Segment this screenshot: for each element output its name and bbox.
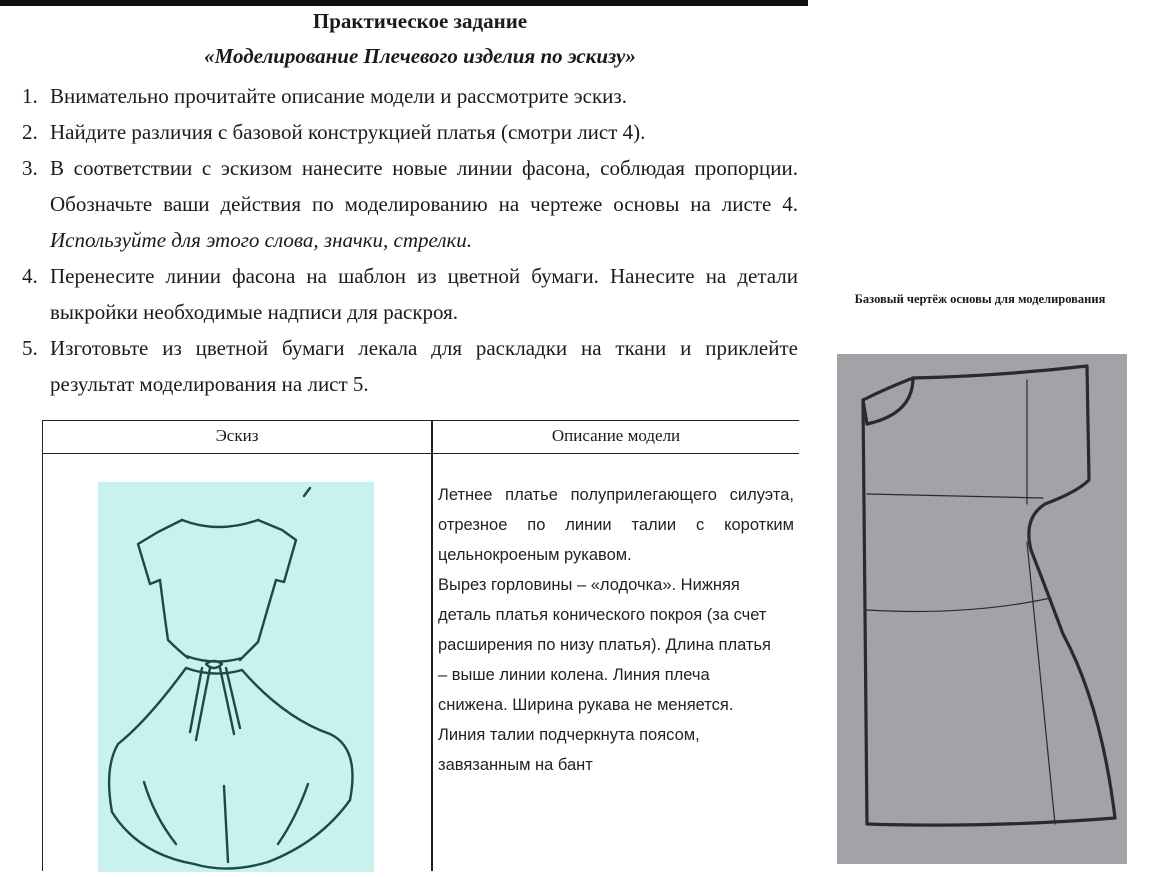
description-line: цельнокроеным рукавом. — [438, 546, 632, 564]
base-drawing-pattern — [837, 354, 1127, 864]
step-text: Найдите различия с базовой конструкцией платья (смотри лист 4). — [50, 120, 646, 144]
page-title: Практическое задание — [312, 9, 528, 33]
description-line: Вырез горловины – «лодочка». Нижняя — [438, 576, 740, 594]
column-divider — [431, 421, 433, 871]
step-number: 5. — [22, 336, 38, 360]
description-line: завязанным на бант — [438, 756, 593, 774]
step-number: 3. — [22, 156, 38, 180]
description-line: расширения по низу платья). Длина платья — [438, 636, 771, 654]
step-item — [22, 78, 798, 114]
base-drawing — [837, 354, 1127, 864]
description-line: деталь платья конического покроя (за счет — [438, 606, 767, 624]
dress-sketch — [98, 482, 374, 872]
step-item — [22, 258, 798, 330]
step-text: Изготовьте из цветной бумаги лекала для раскладки на ткани и приклейте — [50, 336, 798, 360]
step-text: Внимательно прочитайте описание модели и рассмотрите эскиз. — [50, 84, 627, 108]
model-description — [438, 480, 794, 780]
description-line: Летнее платье полуприлегающего силуэта, — [438, 486, 794, 504]
description-line: Линия талии подчеркнута поясом, — [438, 726, 700, 744]
step-text: Обозначьте ваши действия по моделированию на чертеже основы на листе 4. — [50, 192, 798, 216]
table-header — [43, 421, 799, 454]
description-line: отрезное по линии талии с коротким — [438, 516, 794, 534]
step-number: 2. — [22, 120, 38, 144]
step-number: 1. — [22, 84, 38, 108]
description-column-header: Описание модели — [551, 426, 681, 445]
step-text: выкройки необходимые надписи для раскроя. — [50, 300, 459, 324]
description-line: – выше линии колена. Линия плеча — [438, 666, 710, 684]
base-drawing-title: Базовый чертёж основы для моделирования — [854, 292, 1106, 306]
step-text: Используйте для этого слова, значки, стрелки. — [50, 228, 473, 252]
step-text: В соответствии с эскизом нанесите новые линии фасона, соблюдая пропорции. — [50, 156, 798, 180]
sketch-column-header: Эскиз — [215, 426, 259, 445]
step-text: Перенесите линии фасона на шаблон из цветной бумаги. Нанесите на детали — [50, 264, 798, 288]
page-subtitle: «Моделирование Плечевого изделия по эскизу» — [204, 44, 636, 68]
step-item — [22, 114, 798, 150]
step-number: 4. — [22, 264, 38, 288]
dress-sketch-drawing — [98, 482, 374, 872]
task-steps — [22, 78, 798, 402]
step-item — [22, 330, 798, 402]
step-item — [22, 150, 798, 258]
description-line: снижена. Ширина рукава не меняется. — [438, 696, 734, 714]
top-border — [0, 0, 808, 6]
step-text: результат моделирования на лист 5. — [50, 372, 369, 396]
